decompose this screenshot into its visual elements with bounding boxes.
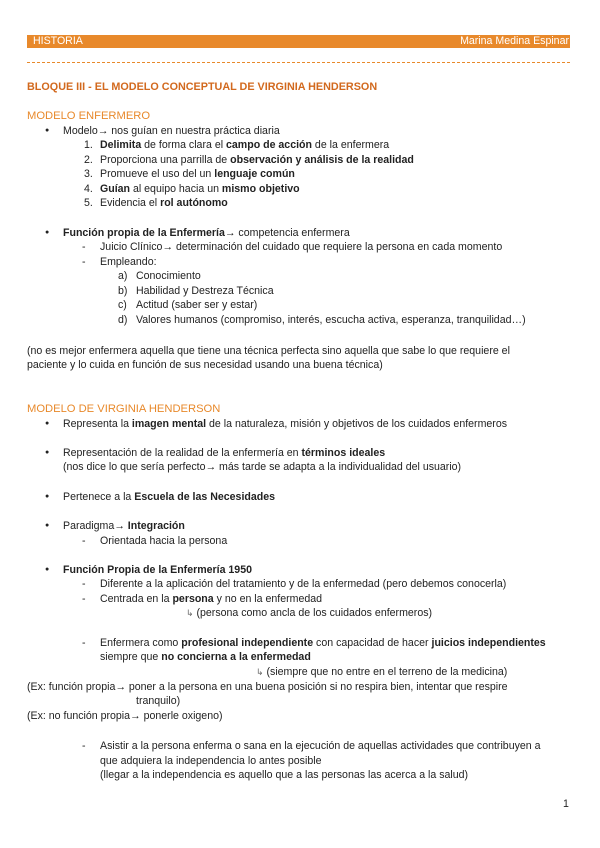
list-item: c) Actitud (saber ser y estar) xyxy=(118,299,258,311)
list-item: d) Valores humanos (compromiso, interés, escucha activa, esperanza, tranquilidad…) xyxy=(118,314,526,326)
dash-juicio-clinico: - Juicio Clínico→ determinación del cuidado que requiere la persona en cada momento xyxy=(100,240,502,255)
dash-profesional: - Enfermera como profesional independiente con capacidad de hacer juicios independientes xyxy=(100,636,546,651)
header-subject: HISTORIA xyxy=(33,35,83,47)
bullet-funcion-1950: ● Función Propia de la Enfermería 1950 xyxy=(63,563,252,578)
list-item: 5. Evidencia el rol autónomo xyxy=(84,197,228,209)
list-item: 2. Proporciona una parrilla de observación y análisis de la realidad xyxy=(84,154,414,166)
dash-orientada: - Orientada hacia la persona xyxy=(100,534,227,549)
bullet-terminos-ideales-line2: (nos dice lo que sería perfecto→ más tarde se adapta a la individualidad del usuario) xyxy=(63,461,462,473)
note-line-2: paciente y lo cuida en función de sus necesidad usando una buena técnica) xyxy=(27,359,383,371)
dash-empleando: - Empleando: xyxy=(100,255,157,270)
bullet-escuela: ● Pertenece a la Escuela de las Necesidades xyxy=(63,490,275,505)
bullet-imagen-mental: ● Representa la imagen mental de la naturaleza, misión y objetivos de los cuidados enfermeros xyxy=(63,417,507,432)
bullet-paradigma: ● Paradigma→ Integración xyxy=(63,519,185,534)
header-divider xyxy=(27,62,570,63)
example-1: (Ex: función propia→ poner a la persona en una buena posición si no respira bien, intentar que respire xyxy=(27,681,508,693)
dash-diferente: - Diferente a la aplicación del tratamiento y de la enfermedad (pero debemos conocerla) xyxy=(100,577,506,592)
note-line-1: (no es mejor enfermera aquella que tiene una técnica perfecta sino aquella que sabe lo que requiere el xyxy=(27,345,510,357)
block-title: BLOQUE III - EL MODELO CONCEPTUAL DE VIRGINIA HENDERSON xyxy=(27,81,378,93)
section-title-modelo-enfermero: MODELO ENFERMERO xyxy=(27,110,151,122)
list-item: 1. Delimita de forma clara el campo de acción de la enfermera xyxy=(84,139,390,151)
bullet-modelo: ● Modelo→ nos guían en nuestra práctica diaria xyxy=(63,124,280,139)
return-arrow-icon: ↳ xyxy=(186,608,194,618)
dash-asistir-line2: que adquiera la independencia lo antes posible xyxy=(100,755,322,767)
dash-centrada: - Centrada en la persona y no en la enfermedad xyxy=(100,592,322,607)
example-1-cont: tranquilo) xyxy=(136,695,181,707)
list-item: 3. Promueve el uso del un lenguaje común xyxy=(84,168,295,180)
header-author: Marina Medina Espinar xyxy=(460,35,569,47)
list-item: b) Habilidad y Destreza Técnica xyxy=(118,285,274,297)
list-item: a) Conocimiento xyxy=(118,270,201,282)
sub-persona-ancla: ↳ (persona como ancla de los cuidados enfermeros) xyxy=(186,607,433,619)
dash-profesional-line2: siempre que no concierna a la enfermedad xyxy=(100,651,311,663)
bullet-terminos-ideales: ● Representación de la realidad de la enfermería en términos ideales xyxy=(63,446,385,461)
dash-asistir-line3: (llegar a la independencia es aquello que a las personas las acerca a la salud) xyxy=(100,769,469,781)
page-header-bar xyxy=(27,35,570,48)
sub-medicina: ↳ (siempre que no entre en el terreno de la medicina) xyxy=(256,666,508,678)
return-arrow-icon: ↳ xyxy=(256,667,264,677)
example-2: (Ex: no función propia→ ponerle oxigeno) xyxy=(27,710,223,722)
page-number: 1 xyxy=(563,798,569,810)
section-title-henderson: MODELO DE VIRGINIA HENDERSON xyxy=(27,403,221,415)
bullet-funcion-propia: ● Función propia de la Enfermería→ competencia enfermera xyxy=(63,226,350,241)
list-item: 4. Guían al equipo hacia un mismo objetivo xyxy=(84,183,300,195)
dash-asistir: - Asistir a la persona enferma o sana en la ejecución de aquellas actividades que contribuyen a xyxy=(100,739,541,754)
